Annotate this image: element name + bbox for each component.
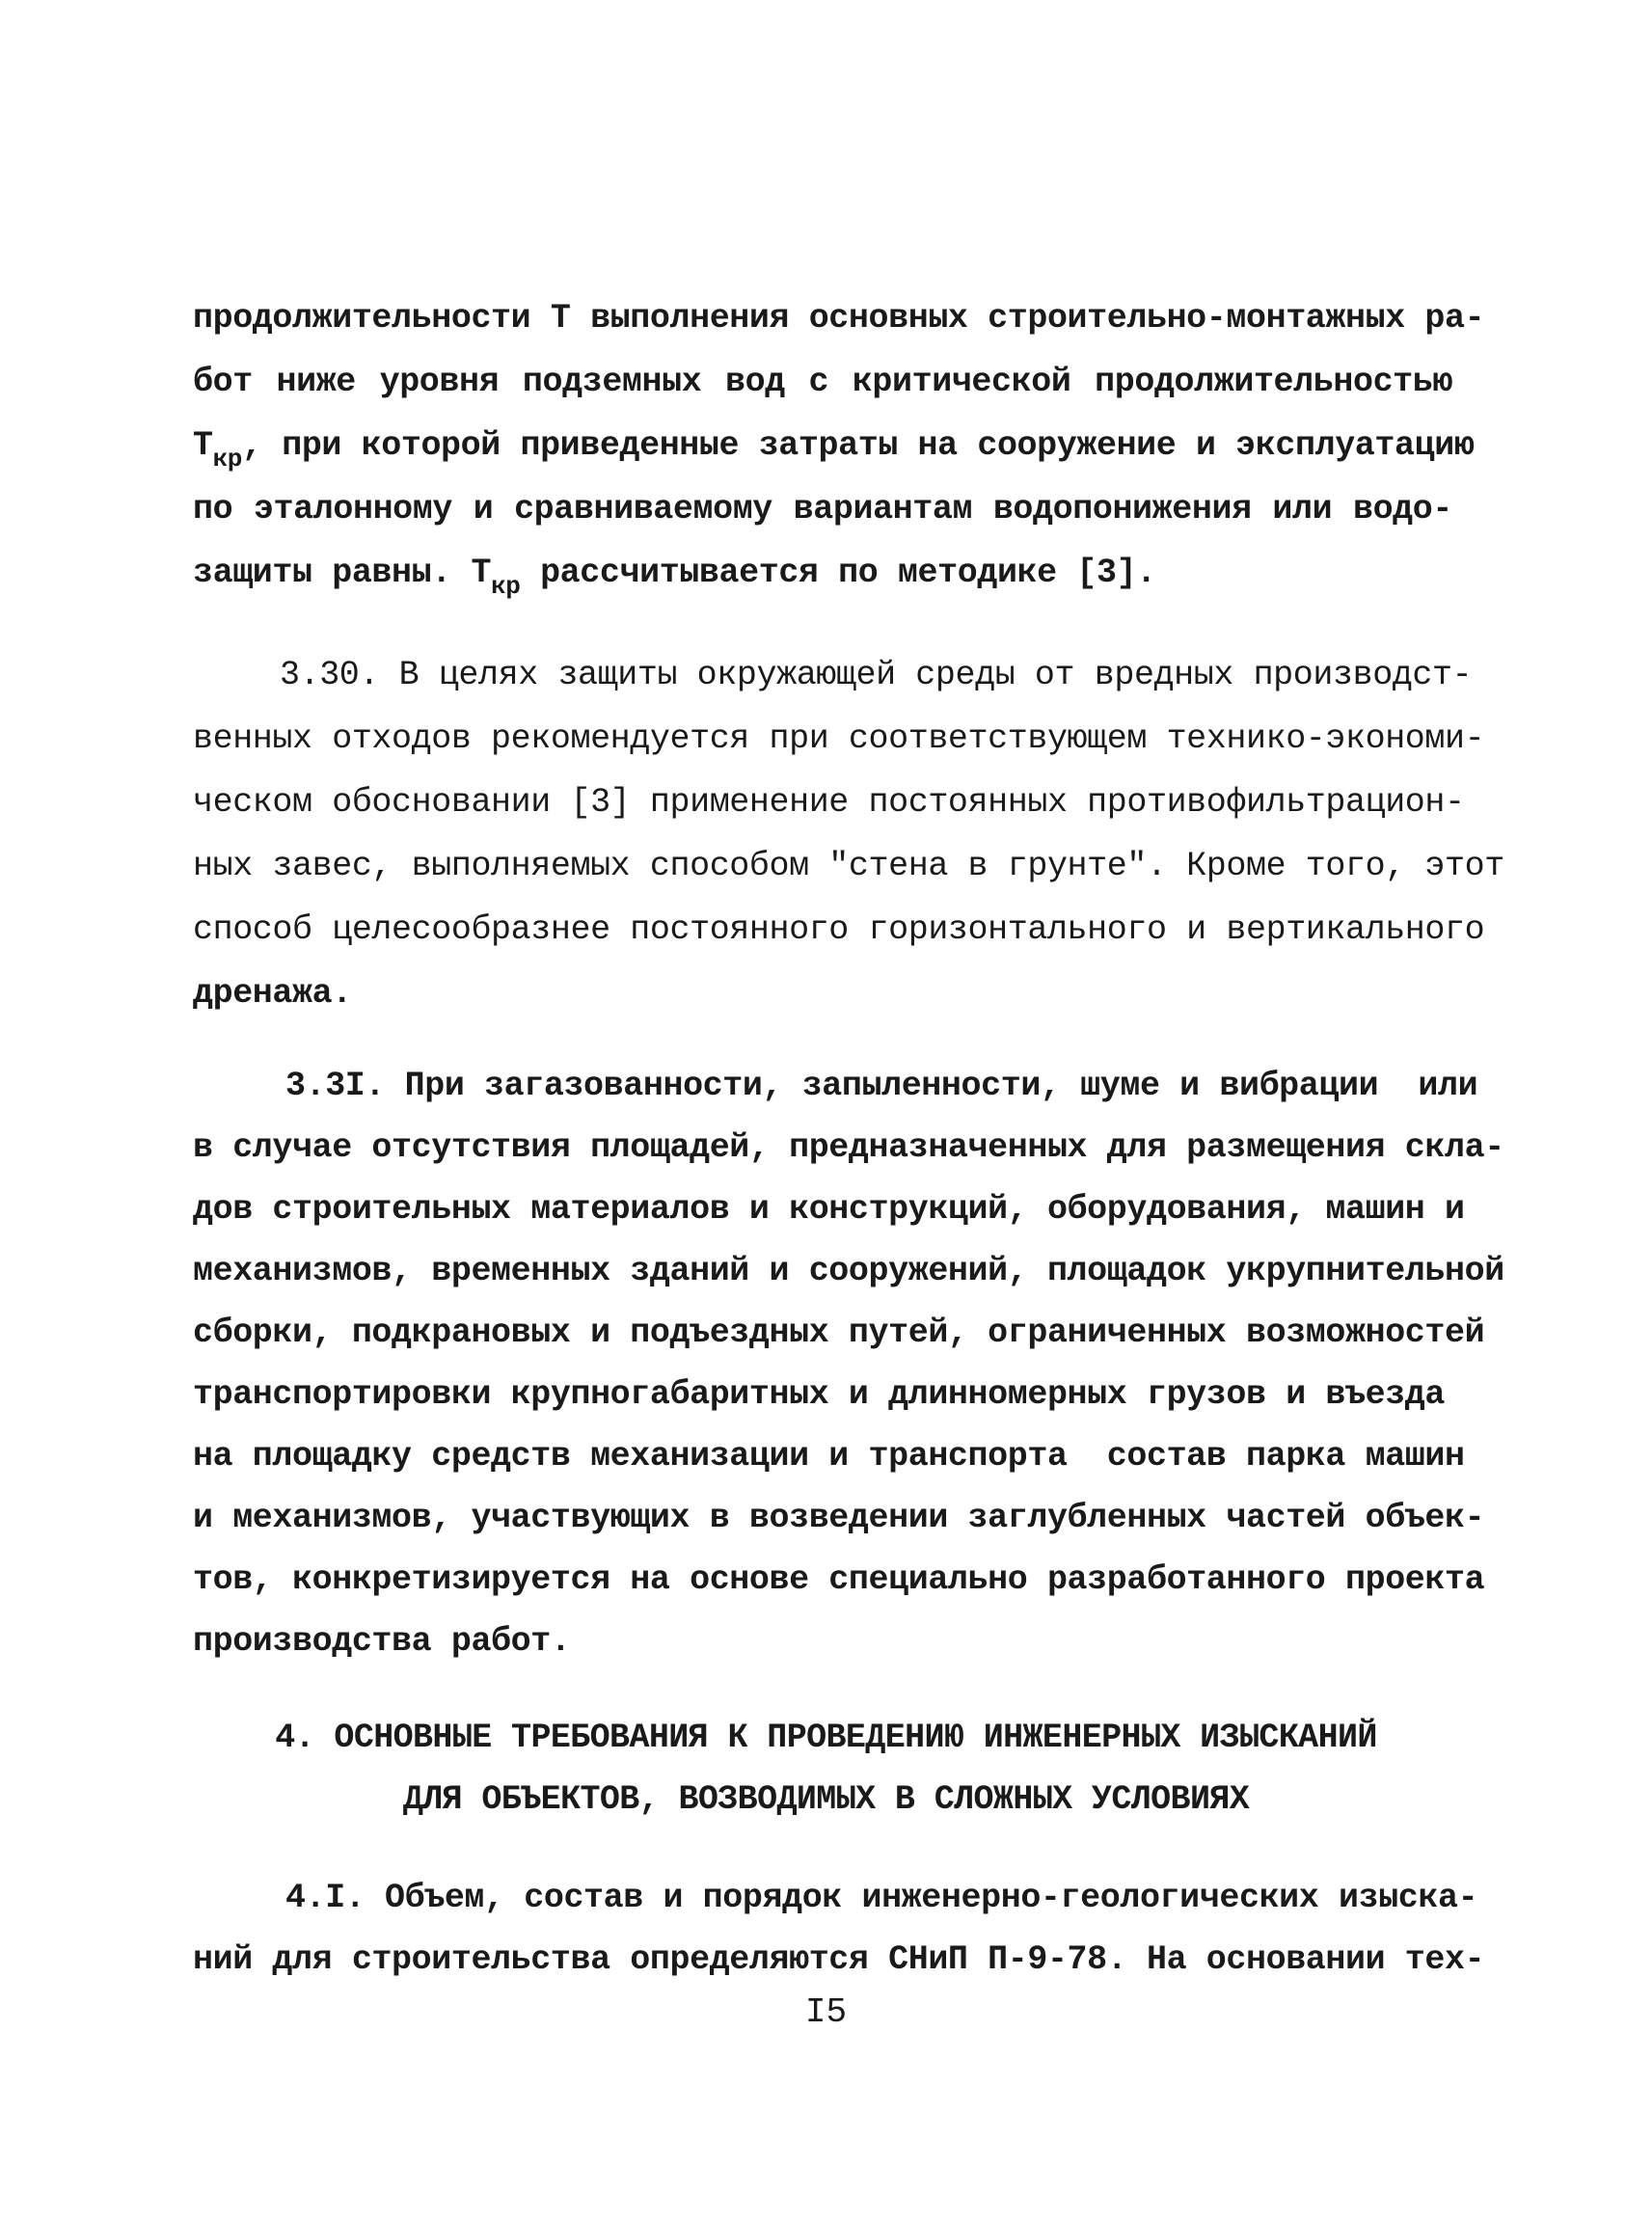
text-line: на площадку средств механизации и транспорта состав парка машин [193,1437,1465,1476]
paragraph-start-line: 4.I. Объем, состав и порядок инженерно-геологических изыска- [285,1879,1478,1917]
paragraph-start-line: 3.3I. При загазованности, запыленности, шуме и вибрации или [285,1067,1478,1105]
text-line: производства работ. [193,1622,571,1661]
text-line: дренажа. [193,974,352,1013]
page-number: I5 [804,1992,848,2032]
text-line: и механизмов, участвующих в возведении заглубленных частей объек- [193,1499,1485,1537]
text-fragment: рассчитывается по методике [3]. [520,554,1156,592]
text-line: тов, конкретизируется на основе специально разработанного проекта [193,1560,1485,1599]
text-line [193,424,1475,474]
text-line: ных завес, выполняемых способом "стена в грунте". Кроме того, этот [193,847,1504,885]
text-line: продолжительности Т выполнения основных строительно-монтажных ра- [193,299,1485,338]
text-line: сборки, подкрановых и подъездных путей, ограниченных возможностей [193,1314,1485,1352]
text-line: механизмов, временных зданий и сооружений, площадок укрупнительной [193,1252,1504,1290]
section-heading: ДЛЯ ОБЪЕКТОВ, ВОЗВОДИМЫХ В СЛОЖНЫХ УСЛОВИЯХ [402,1780,1250,1819]
text-fragment: , при которой приведенные затраты на сооружение и эксплуатацию [242,426,1475,465]
text-fragment: Т [193,426,213,465]
section-heading: 4. ОСНОВНЫЕ ТРЕБОВАНИЯ К ПРОВЕДЕНИЮ ИНЖЕНЕРНЫХ ИЗЫСКАНИЙ [275,1719,1377,1757]
subscript: кр [491,572,521,601]
text-line: транспортировки крупногабаритных и длинномерных грузов и въезда [193,1375,1446,1414]
text-line: ний для строительства определяются СНиП П-9-78. На основании тех- [193,1940,1485,1979]
text-line [193,552,1156,601]
paragraph-start-line: 3.30. В целях защиты окружающей среды от вредных производст- [280,656,1473,694]
text-line: венных отходов рекомендуется при соответствующем технико-экономи- [193,719,1485,758]
text-line: способ целесообразнее постоянного горизонтального и вертикального [193,910,1485,949]
text-line: ческом обосновании [3] применение постоянных противофильтрацион- [193,783,1465,822]
text-fragment: защиты равны. Т [193,554,492,592]
text-line: в случае отсутствия площадей, предназначенных для размещения скла- [193,1128,1504,1167]
text-line: по эталонному и сравниваемому вариантам водопонижения или водо- [193,490,1452,528]
text-line: дов строительных материалов и конструкций, оборудования, машин и [193,1190,1465,1229]
text-line: бот ниже уровня подземных вод с критической продолжительностью [193,363,1452,401]
subscript: кр [212,445,243,474]
